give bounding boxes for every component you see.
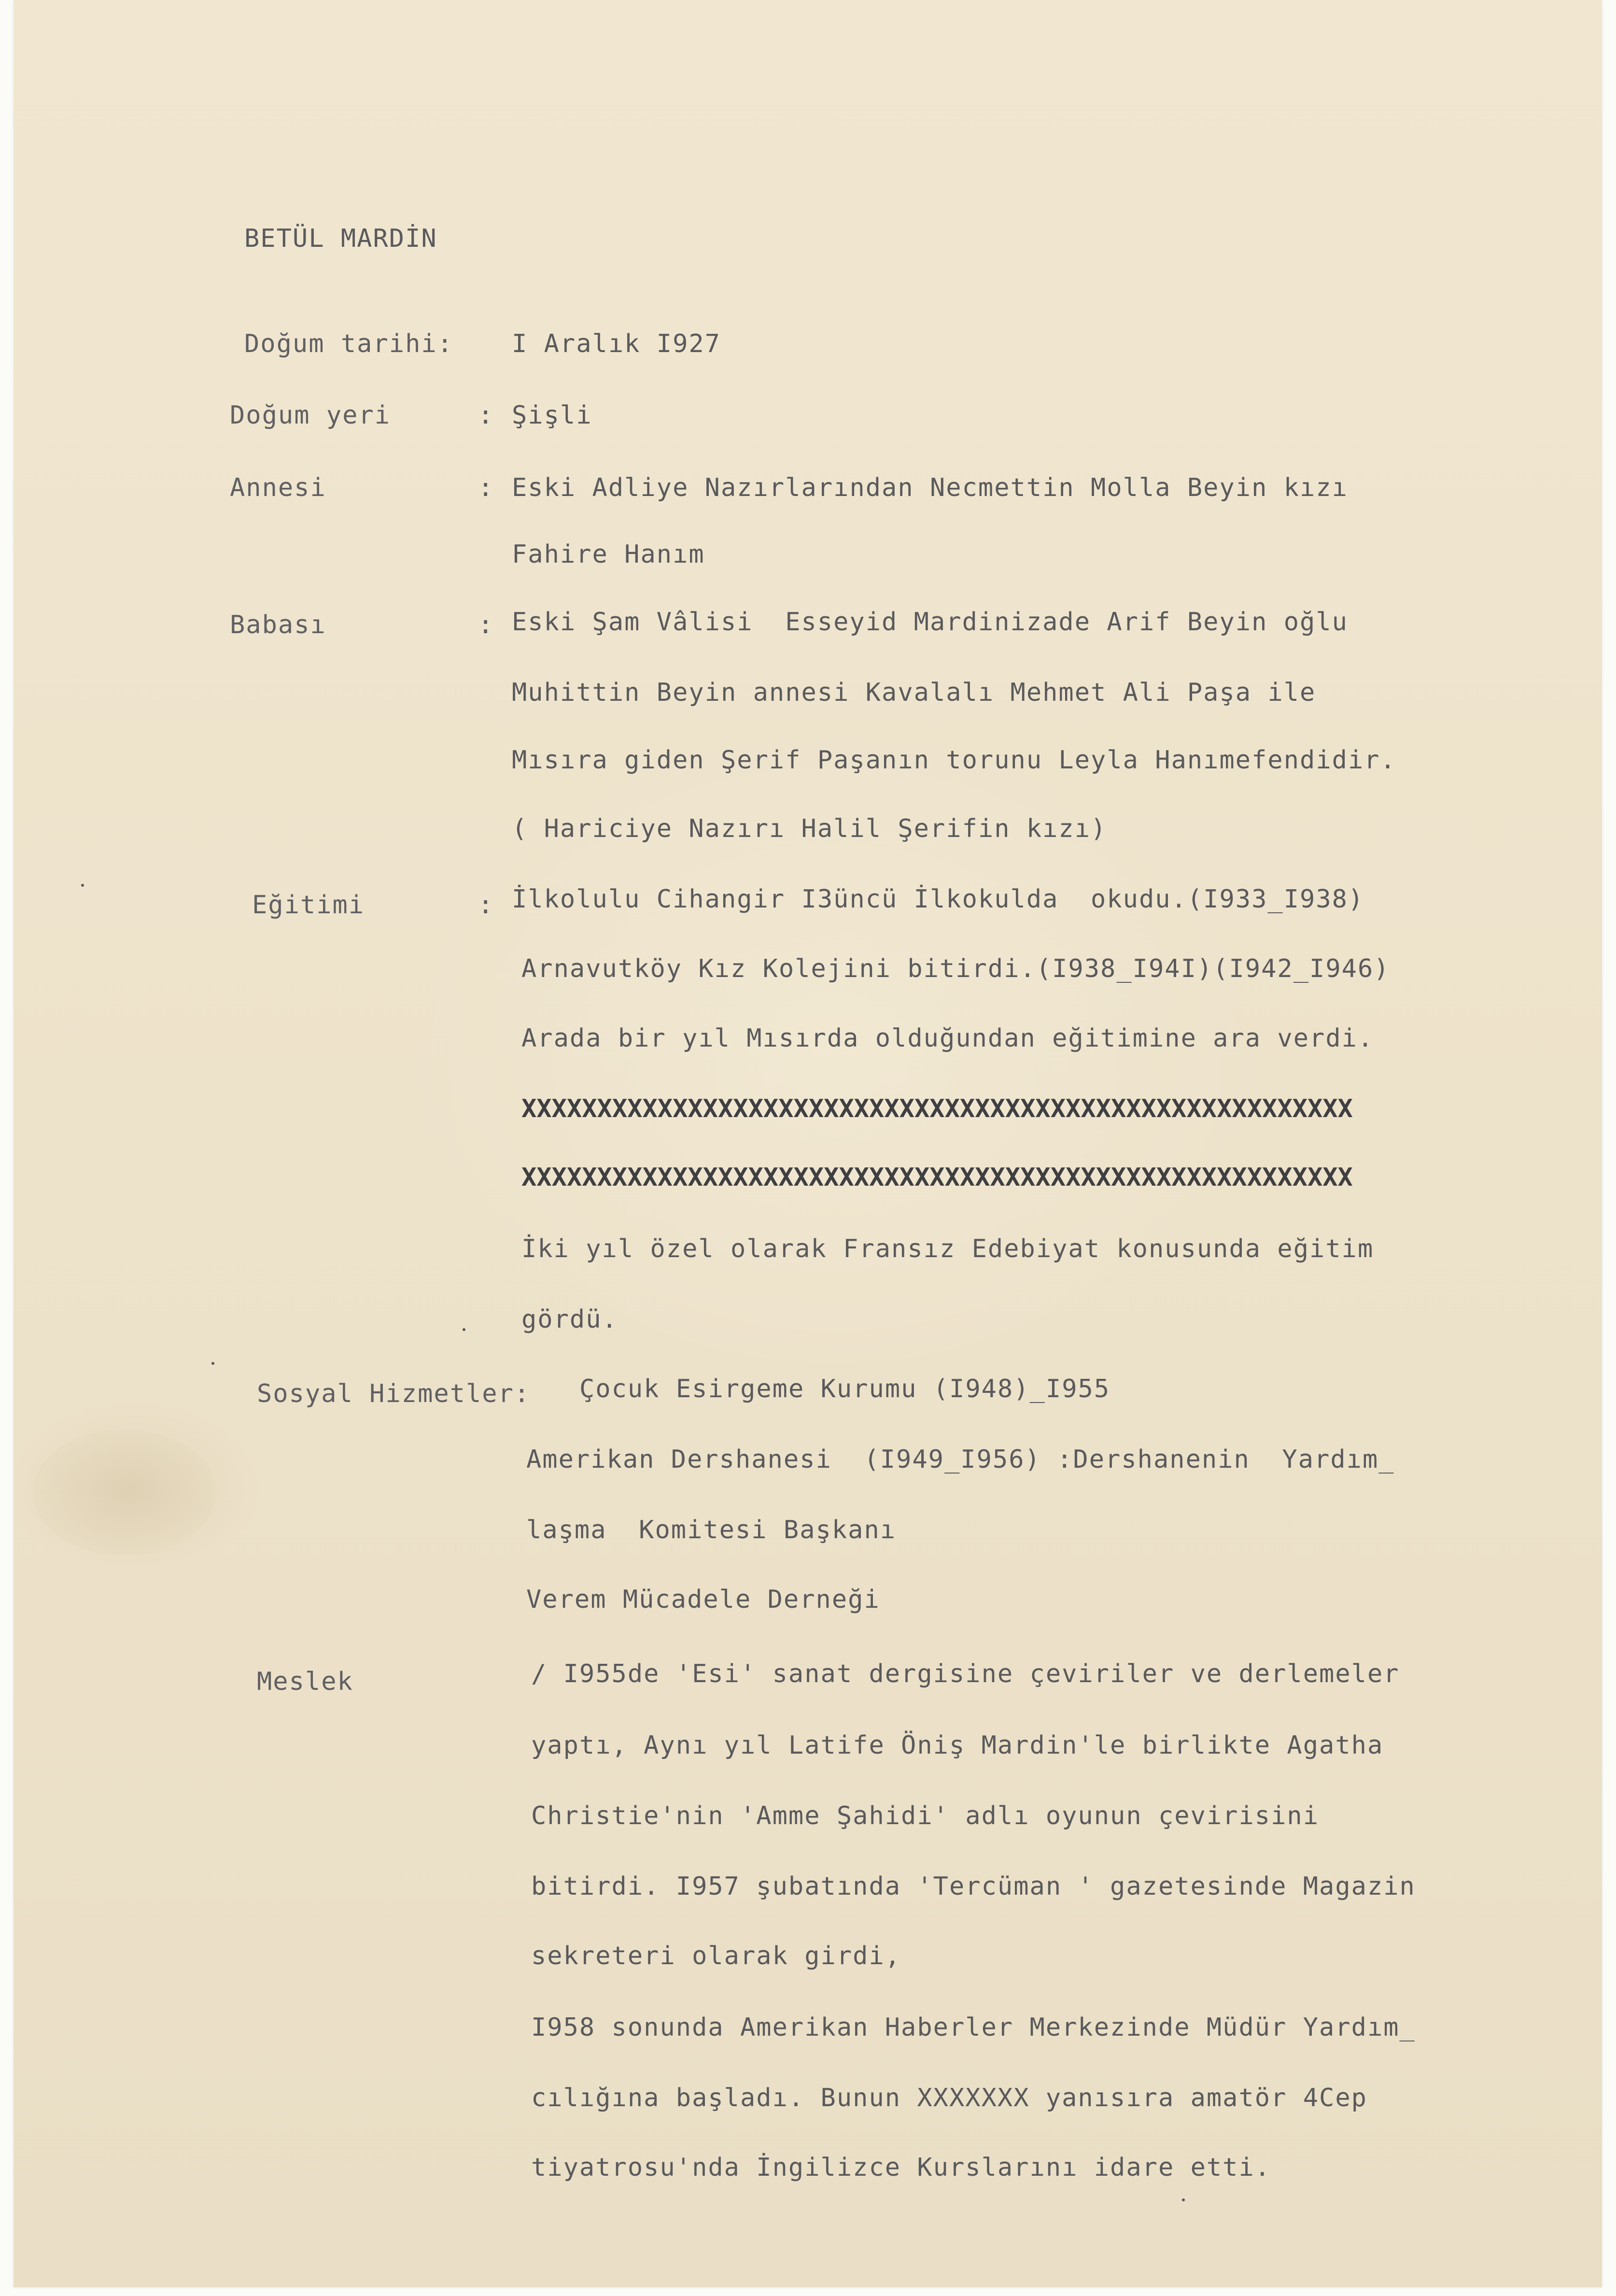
- paper-speck: [211, 1362, 214, 1365]
- education-sep: :: [478, 891, 494, 920]
- education-line: gördü.: [521, 1305, 618, 1334]
- birth-place-label: Doğum yeri: [230, 401, 391, 430]
- profession-line: yaptı, Aynı yıl Latife Öniş Mardin'le birlikte Agatha: [531, 1731, 1384, 1760]
- father-line: Muhittin Beyin annesi Kavalalı Mehmet Ali Paşa ile: [512, 678, 1316, 707]
- father-line: ( Hariciye Nazırı Halil Şerifin kızı): [512, 814, 1107, 843]
- paper-speck: [463, 1328, 465, 1331]
- struck-out-line: XXXXXXXXXXXXXXXXXXXXXXXXXXXXXXXXXXXXXXXXXXXXXXXXXXXXXXX: [521, 1163, 1353, 1192]
- mother-label: Annesi: [230, 473, 326, 502]
- social-services-label: Sosyal Hizmetler:: [257, 1379, 531, 1408]
- birth-place-value: Şişli: [512, 401, 592, 430]
- profession-line: bitirdi. I957 şubatında 'Tercüman ' gazetesinde Magazin: [531, 1872, 1416, 1901]
- birth-date-value: I Aralık I927: [512, 329, 721, 358]
- education-line: İki yıl özel olarak Fransız Edebiyat konusunda eğitim: [521, 1234, 1374, 1263]
- birth-date-label: Doğum tarihi:: [244, 329, 453, 358]
- social-services-line: laşma Komitesi Başkanı: [526, 1516, 897, 1545]
- paper-speck: [1182, 2198, 1185, 2201]
- mother-line: Eski Adliye Nazırlarından Necmettin Molla Beyin kızı: [512, 473, 1348, 502]
- father-sep: :: [478, 610, 494, 639]
- education-label: Eğitimi: [252, 891, 365, 920]
- mother-line: Fahire Hanım: [512, 540, 705, 569]
- birth-place-sep: :: [478, 401, 494, 430]
- education-line: Arnavutköy Kız Kolejini bitirdi.(I938_I94I)(I942_I946): [521, 954, 1390, 983]
- father-label: Babası: [230, 610, 326, 639]
- education-line: İlkolulu Cihangir I3üncü İlkokulda okudu.(I933_I938): [512, 885, 1364, 914]
- social-services-line: Çocuk Esirgeme Kurumu (I948)_I955: [579, 1375, 1110, 1403]
- social-services-line: Amerikan Dershanesi (I949_I956) :Dershanenin Yardım_: [526, 1445, 1395, 1474]
- struck-out-line: XXXXXXXXXXXXXXXXXXXXXXXXXXXXXXXXXXXXXXXXXXXXXXXXXXXXXXX: [521, 1094, 1353, 1123]
- social-services-line: Verem Mücadele Derneği: [526, 1585, 880, 1614]
- profession-line: Christie'nin 'Amme Şahidi' adlı oyunun çevirisini: [531, 1801, 1320, 1830]
- father-line: Eski Şam Vâlisi Esseyid Mardinizade Arif Beyin oğlu: [512, 608, 1348, 637]
- education-line: Arada bir yıl Mısırda olduğundan eğitimine ara verdi.: [521, 1024, 1374, 1053]
- profession-line: tiyatrosu'nda İngilizce Kurslarını idare etti.: [531, 2153, 1271, 2182]
- profession-line: / I955de 'Esi' sanat dergisine çeviriler ve derlemeler: [531, 1659, 1400, 1688]
- profession-line: cılığına başladı. Bunun XXXXXXX yanısıra amatör 4Cep: [531, 2083, 1367, 2112]
- father-line: Mısıra giden Şerif Paşanın torunu Leyla Hanımefendidir.: [512, 746, 1396, 775]
- profession-label: Meslek: [257, 1667, 353, 1696]
- typed-document-page: [14, 0, 1602, 2287]
- mother-sep: :: [478, 473, 494, 502]
- profession-line: I958 sonunda Amerikan Haberler Merkezinde Müdür Yardım_: [531, 2013, 1416, 2042]
- paper-stain: [33, 1430, 216, 1555]
- name-heading: BETÜL MARDİN: [244, 224, 437, 253]
- profession-line: sekreteri olarak girdi,: [531, 1942, 901, 1970]
- paper-speck: [81, 884, 84, 887]
